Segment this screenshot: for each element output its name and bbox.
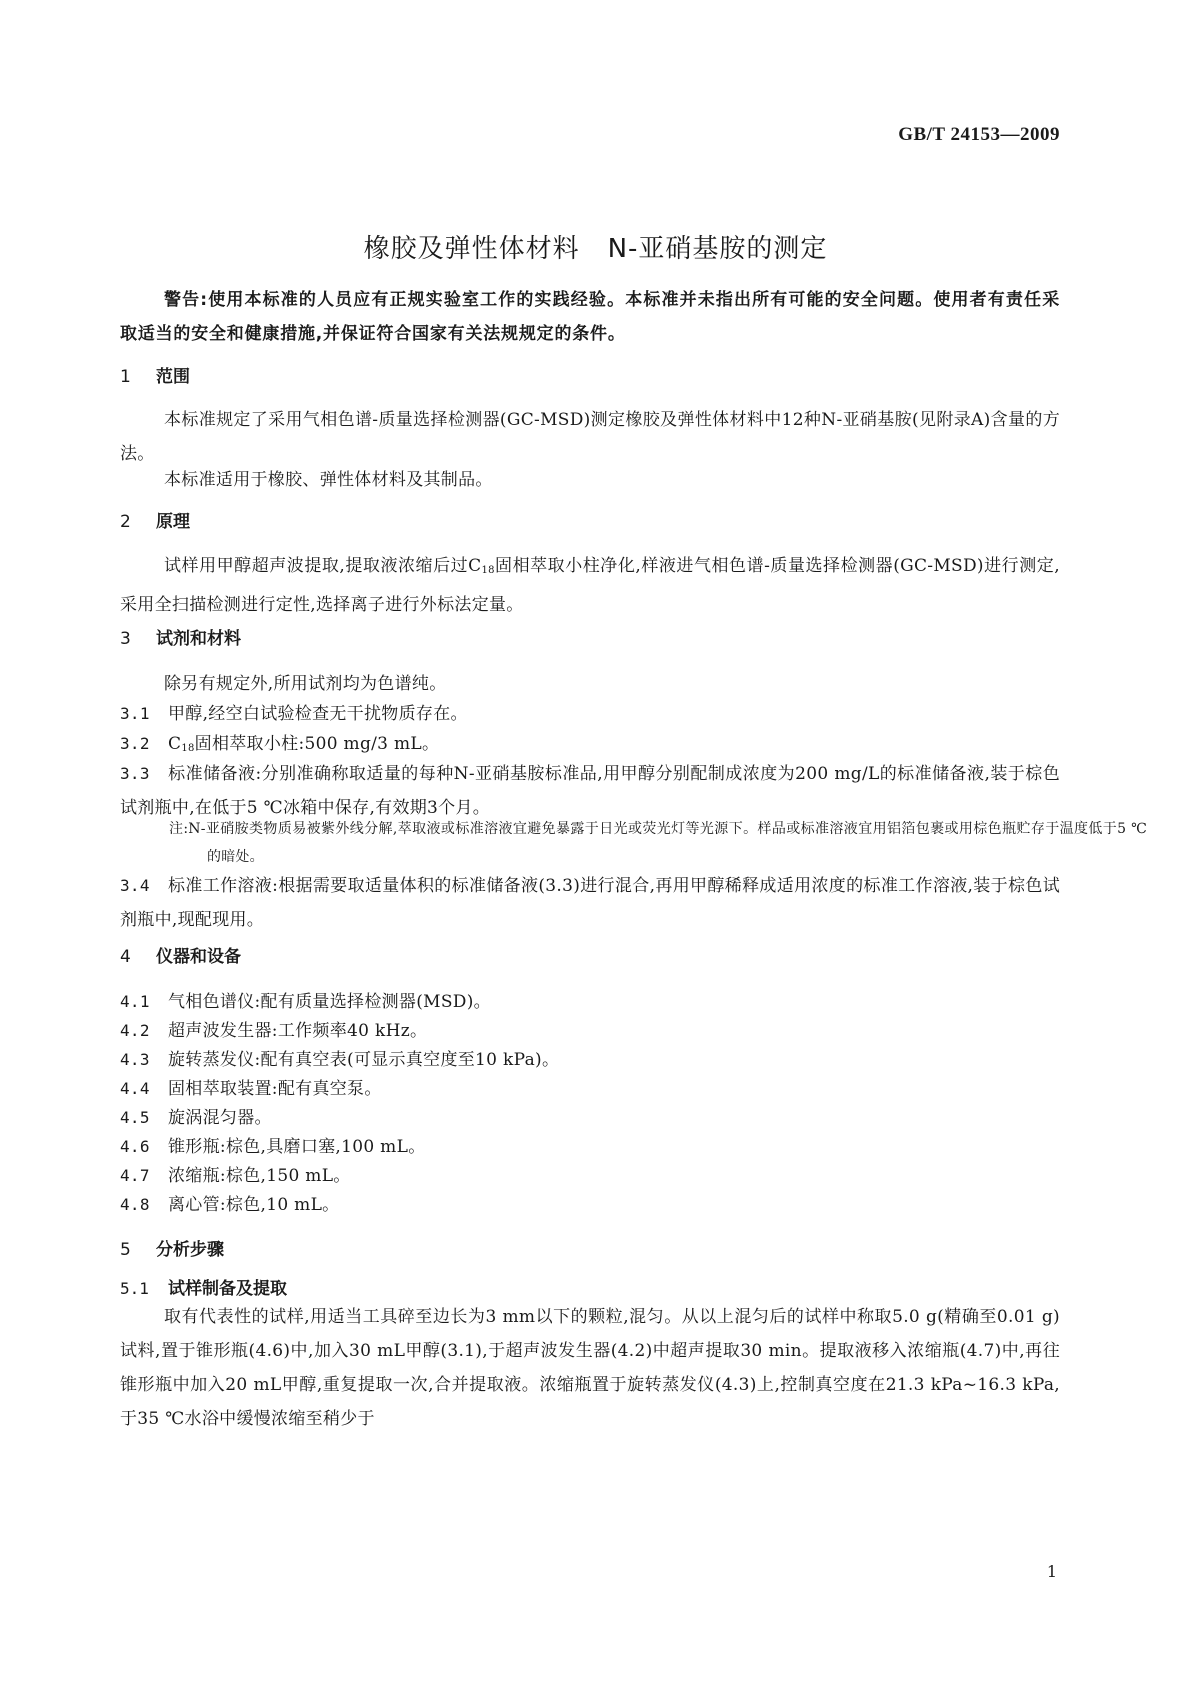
- item-3-1: [120, 697, 1060, 731]
- section-title: 分析步骤: [156, 1240, 224, 1260]
- section-3-intro: 除另有规定外,所用试剂均为色谱纯。: [164, 674, 447, 694]
- item-text: 固相萃取装置:配有真空泵。: [168, 1079, 382, 1099]
- item-text: 超声波发生器:工作频率40 kHz。: [168, 1021, 428, 1041]
- title-part-2: N-亚硝基胺的测定: [607, 234, 828, 264]
- item-number: 4.2: [120, 1021, 150, 1040]
- section-number: 2: [120, 512, 131, 532]
- section-1-heading: [120, 365, 1060, 389]
- safety-warning: 警告:使用本标准的人员应有正规实验室工作的实践经验。本标准并未指出所有可能的安全问题。使用者有责任采取适当的安全和健康措施,并保证符合国家有关法规规定的条件。: [120, 290, 1060, 344]
- title-part-1: 橡胶及弹性体材料: [363, 234, 580, 264]
- item-4-8: [120, 1188, 1060, 1222]
- item-number: 4.6: [120, 1137, 150, 1156]
- item-text: 浓缩瓶:棕色,150 mL。: [168, 1166, 351, 1186]
- item-number: 4.4: [120, 1079, 150, 1098]
- section-number: 4: [120, 947, 131, 967]
- section-title: 仪器和设备: [156, 947, 241, 967]
- standard-code: GB/T 24153—2009: [898, 124, 1060, 145]
- document-title: [0, 228, 1191, 265]
- item-text: 锥形瓶:棕色,具磨口塞,100 mL。: [168, 1137, 426, 1157]
- section-2-para: [120, 549, 1060, 622]
- section-number: 1: [120, 367, 131, 387]
- section-title: 范围: [156, 367, 190, 387]
- section-3-heading: [120, 627, 1060, 651]
- item-number: 3.2: [120, 734, 150, 753]
- item-number: 4.7: [120, 1166, 150, 1185]
- item-text: 固相萃取小柱:500 mg/3 mL。: [194, 734, 440, 754]
- section-5-heading: [120, 1238, 1060, 1262]
- item-text: 甲醇,经空白试验检查无干扰物质存在。: [168, 704, 468, 724]
- item-text: 旋涡混匀器。: [168, 1108, 272, 1128]
- note: 注:N-亚硝胺类物质易被紫外线分解,萃取液或标准溶液宜避免暴露于日光或荧光灯等光源下。样品或标准溶液宜用铝箔包裹或用棕色瓶贮存于温度低于5 ℃的暗处。: [169, 821, 1147, 865]
- subsection-5-1-para: 取有代表性的试样,用适当工具碎至边长为3 mm以下的颗粒,混匀。从以上混匀后的试样中称取5.0 g(精确至0.01 g)试料,置于锥形瓶(4.6)中,加入30 mL甲醇(3.1),于超声波发生器(4.2)中超声提取30 min。提取液移入浓缩瓶(4.7)中,再往锥形瓶中加入20 mL甲醇,重复提取一次,合并提取液。浓缩瓶置于旋转蒸发仪(4.3)上,控制真空度在21.3 kPa~16.3 kPa,于35 ℃水浴中缓慢浓缩至稍少于: [120, 1307, 1060, 1429]
- section-title: 原理: [156, 512, 190, 532]
- section-2-heading: [120, 510, 1060, 534]
- section-4-heading: [120, 945, 1060, 969]
- subscript: 18: [181, 743, 195, 754]
- subscript: 18: [481, 565, 495, 576]
- text-run: 试样用甲醇超声波提取,提取液浓缩后过C: [164, 556, 482, 576]
- item-number: 3.1: [120, 704, 150, 723]
- item-number: 4.5: [120, 1108, 150, 1127]
- section-title: 试剂和材料: [156, 629, 241, 649]
- item-text: C: [168, 734, 182, 754]
- item-number: 3.3: [120, 764, 150, 783]
- item-text: 标准储备液:分别准确称取适量的每种N-亚硝基胺标准品,用甲醇分别配制成浓度为200 mg/L的标准储备液,装于棕色试剂瓶中,在低于5 ℃冰箱中保存,有效期3个月。: [120, 764, 1060, 818]
- page-number: 1: [1046, 1562, 1057, 1581]
- subsection-number: 5.1: [120, 1279, 149, 1298]
- item-text: 离心管:棕色,10 mL。: [168, 1195, 340, 1215]
- section-1-para-1: 本标准规定了采用气相色谱-质量选择检测器(GC-MSD)测定橡胶及弹性体材料中12种N-亚硝基胺(见附录A)含量的方法。: [120, 410, 1060, 464]
- item-number: 3.4: [120, 876, 150, 895]
- item-number: 4.3: [120, 1050, 150, 1069]
- item-number: 4.8: [120, 1195, 150, 1214]
- item-text: 标准工作溶液:根据需要取适量体积的标准储备液(3.3)进行混合,再用甲醇稀释成适用浓度的标准工作溶液,装于棕色试剂瓶中,现配现用。: [120, 876, 1060, 930]
- item-text: 气相色谱仪:配有质量选择检测器(MSD)。: [168, 992, 491, 1012]
- item-text: 旋转蒸发仪:配有真空表(可显示真空度至10 kPa)。: [168, 1050, 560, 1070]
- section-number: 3: [120, 629, 131, 649]
- text-run: 固相萃取小柱净化,样液进气相色谱-质量选择检测器(GC-MSD)进行测定,采用全扫描检测进行定性,选择离子进行外标法定量。: [120, 556, 1060, 615]
- subsection-title: 试样制备及提取: [168, 1279, 287, 1299]
- item-3-4: [120, 869, 1060, 937]
- section-1-para-2: 本标准适用于橡胶、弹性体材料及其制品。: [164, 470, 493, 490]
- section-number: 5: [120, 1240, 131, 1260]
- item-number: 4.1: [120, 992, 150, 1011]
